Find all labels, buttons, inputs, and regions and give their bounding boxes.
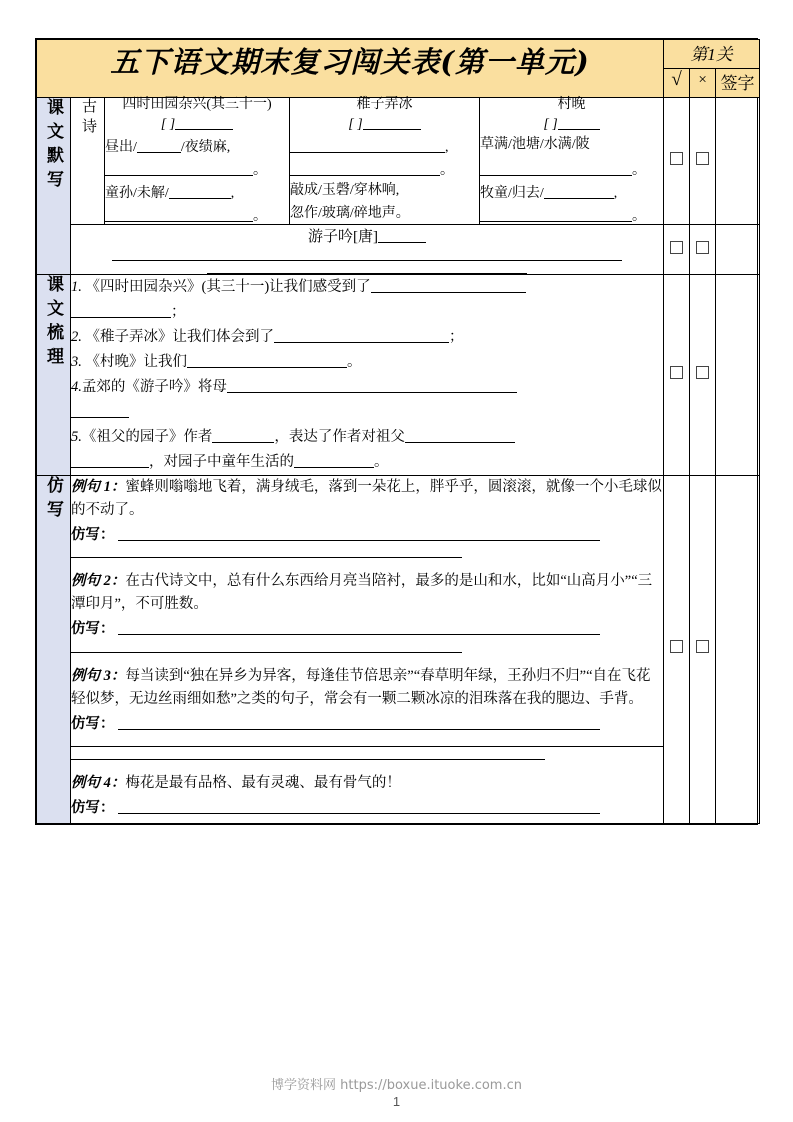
poem-line-2-4: 忽作/玻璃/碎地声。 (290, 206, 410, 221)
song-cell (71, 225, 664, 275)
example-3: 例句 3：每当读到“独在异乡为异客，每逢佳节倍思亲”“春草明年绿，王孙归不归”“自在飞花轻似梦，无边丝雨细如愁”之类的句子，常会有一颗二颗冰凉的泪珠落在我的腮边、手背。 (71, 667, 651, 707)
watermark: 博学资料网 https://boxue.ituoke.com.cn (271, 1078, 522, 1093)
page-number: 1 (392, 1094, 401, 1109)
review-item-1-cont: ； (71, 300, 663, 325)
poem-cell-1 (105, 98, 290, 225)
poem-line-1-1: 昼出/ /夜绩麻, (105, 140, 231, 155)
signature-cell-review[interactable] (716, 275, 760, 476)
tick-checkbox-cell-song[interactable] (664, 225, 690, 275)
example-4: 例句 4：梅花是最有品格、最有灵魂、最有骨气的！ (71, 775, 401, 792)
cross-checkbox-cell-song[interactable] (690, 225, 716, 275)
cross-checkbox[interactable] (696, 241, 709, 254)
review-item-2: 2. 《稚子弄冰》让我们体会到了 ； (71, 328, 464, 345)
tick-checkbox-cell-poems[interactable] (664, 98, 690, 225)
cross-checkbox-cell-poems[interactable] (690, 98, 716, 225)
tick-checkbox-cell-imitation[interactable] (664, 475, 690, 823)
poem-title-2: 稚子弄冰 (356, 97, 413, 112)
dictation-song-row (37, 225, 760, 275)
section-label-review: 课文梳理 (37, 275, 71, 476)
review-item-4-cont (71, 400, 663, 425)
review-row (37, 275, 760, 476)
answer-3: 仿写： (71, 713, 663, 736)
poem-author-1: [ ] (105, 115, 289, 132)
poem-line-2-3: 敲成/玉磬/穿林响, (290, 183, 400, 198)
pass-header-cell (664, 40, 760, 69)
tick-checkbox[interactable] (670, 241, 683, 254)
page-title: 五下语文期末复习闯关表(第一单元) (110, 45, 590, 79)
answer-2-line-2 (71, 652, 462, 653)
sheet-title-cell (37, 40, 664, 98)
poem-line-2-2: 。 (290, 161, 479, 178)
section-label-imitation: 仿写 (37, 475, 71, 823)
header-row-title (37, 40, 760, 69)
poem-author-2: [ ] (290, 115, 479, 132)
cross-column-header (690, 69, 716, 98)
tick-checkbox-cell-review[interactable] (664, 275, 690, 476)
poem-line-3-2: 。 (480, 161, 663, 178)
review-item-5: 5.《祖父的园子》作者 ，表达了作者对祖父 (71, 425, 663, 450)
review-item-4: 4.孟郊的《游子吟》将母 (71, 375, 663, 400)
poem-cell-2 (290, 98, 480, 225)
poem-cell-3 (480, 98, 664, 225)
answer-1: 仿写： (71, 524, 663, 547)
poem-line-1-4: 。 (105, 207, 289, 224)
cross-checkbox[interactable] (696, 152, 709, 165)
dictation-poems-row (37, 98, 760, 225)
pass-label: 第1关 (690, 45, 733, 64)
imitation-row (37, 475, 760, 823)
section-label-dictation: 课文默写 (37, 98, 71, 275)
signature-column-header: 签字 (716, 69, 760, 98)
answer-2: 仿写： (71, 618, 663, 641)
tick-icon: √ (671, 69, 682, 90)
poem-line-3-4: 。 (480, 207, 663, 224)
worksheet-table (35, 38, 758, 825)
cross-checkbox[interactable] (696, 366, 709, 379)
poem-line-3-1: 草满/池塘/水满/陂 (480, 137, 590, 152)
review-list-cell (71, 275, 664, 476)
tick-checkbox[interactable] (670, 152, 683, 165)
tick-checkbox[interactable] (670, 366, 683, 379)
poem-line-3-3: 牧童/归去/ , (480, 186, 618, 201)
signature-cell-song[interactable] (716, 225, 760, 275)
signature-cell-poems[interactable] (716, 98, 760, 225)
song-blank-line-1 (112, 260, 621, 261)
signature-cell-imitation[interactable] (716, 475, 760, 823)
subgroup-label-gushi: 古诗 (71, 98, 105, 225)
review-item-5-cont: ，对园子中童年生活的 。 (71, 450, 663, 475)
tick-checkbox[interactable] (670, 640, 683, 653)
worksheet-grid (36, 39, 760, 824)
poem-line-1-3: 童孙/未解/ , (105, 186, 235, 201)
poem-author-3: [ ] (480, 115, 663, 132)
review-item-3: 3. 《村晚》让我们 。 (71, 353, 362, 370)
tick-column-header (664, 69, 690, 98)
answer-1-line-2 (71, 557, 462, 558)
answer-4: 仿写： (71, 797, 663, 820)
example-1: 例句 1：蜜蜂则嗡嗡地飞着，满身绒毛，落到一朵花上，胖乎乎，圆滚滚，就像一个小毛球似的不动了。 (71, 478, 662, 518)
imitation-cell (71, 475, 664, 823)
cross-icon: × (698, 72, 707, 88)
review-item-1: 1. 《四时田园杂兴》(其三十一)让我们感受到了 (71, 275, 663, 300)
example-2: 例句 2：在古代诗文中，总有什么东西给月亮当陪衬，最多的是山和水，比如“山高月小”“三潭印月”，不可胜数。 (71, 573, 653, 613)
poem-line-1-2: 。 (105, 161, 289, 178)
cross-checkbox-cell-imitation[interactable] (690, 475, 716, 823)
answer-3-line-3 (71, 759, 545, 760)
poem-title-1: 四时田园杂兴(其三十一) (122, 97, 272, 112)
poem-line-2-1: , (290, 138, 479, 155)
song-title: 游子吟[唐] (71, 225, 663, 246)
cross-checkbox[interactable] (696, 640, 709, 653)
poem-title-3: 村晚 (557, 97, 586, 112)
cross-checkbox-cell-review[interactable] (690, 275, 716, 476)
answer-3-line-2 (71, 746, 663, 747)
